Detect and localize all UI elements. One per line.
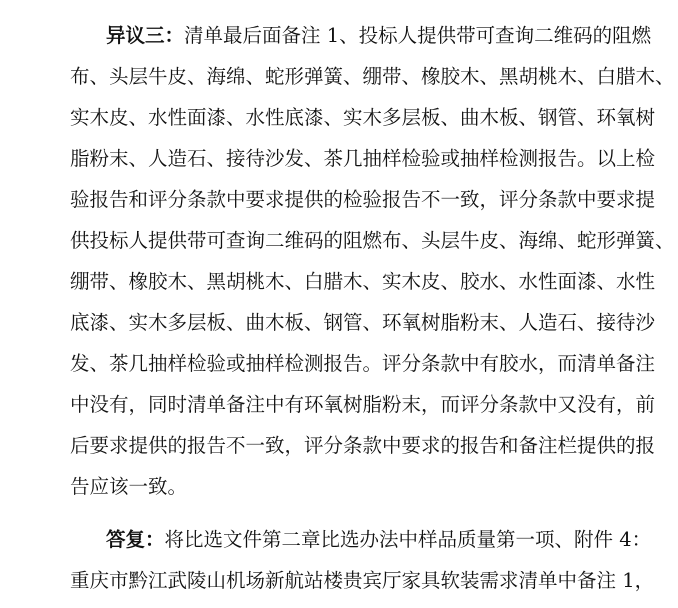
objection-line-7: 绷带、橡胶木、黑胡桃木、白腊木、实木皮、胶水、水性面漆、水性: [70, 270, 656, 293]
objection-line-1: [106, 20, 652, 52]
objection-line-6: 供投标人提供带可查询二维码的阻燃布、头层牛皮、海绵、蛇形弹簧、: [70, 229, 675, 252]
objection-text: 清单最后面备注 1、投标人提供带可查询二维码的阻燃: [184, 24, 652, 47]
objection-line-3: 实木皮、水性面漆、水性底漆、实木多层板、曲木板、钢管、环氧树: [70, 106, 656, 129]
objection-line-8: 底漆、实木多层板、曲木板、钢管、环氧树脂粉末、人造石、接待沙: [70, 311, 656, 334]
objection-line-10: 中没有，同时清单备注中有环氧树脂粉末，而评分条款中又没有，前: [70, 393, 656, 416]
objection-line-2: 布、头层牛皮、海绵、蛇形弹簧、绷带、橡胶木、黑胡桃木、白腊木、: [70, 65, 675, 88]
objection-line-12: 告应该一致。: [70, 475, 188, 498]
reply-line-2: 重庆市黔江武陵山机场新航站楼贵宾厅家具软装需求清单中备注 1，: [70, 569, 655, 592]
objection-line-5: 验报告和评分条款中要求提供的检验报告不一致，评分条款中要求提: [70, 188, 656, 211]
objection-line-9: 发、茶几抽样检验或抽样检测报告。评分条款中有胶水，而清单备注: [70, 352, 656, 375]
objection-label: 异议三：: [106, 24, 185, 47]
objection-line-4: 脂粉末、人造石、接待沙发、茶几抽样检验或抽样检测报告。以上检: [70, 147, 656, 170]
reply-text: 将比选文件第二章比选办法中样品质量第一项、附件 4：: [164, 528, 652, 551]
reply-label: 答复：: [106, 528, 165, 551]
objection-line-11: 后要求提供的报告不一致，评分条款中要求的报告和备注栏提供的报: [70, 434, 656, 457]
reply-line-1: [106, 524, 652, 556]
